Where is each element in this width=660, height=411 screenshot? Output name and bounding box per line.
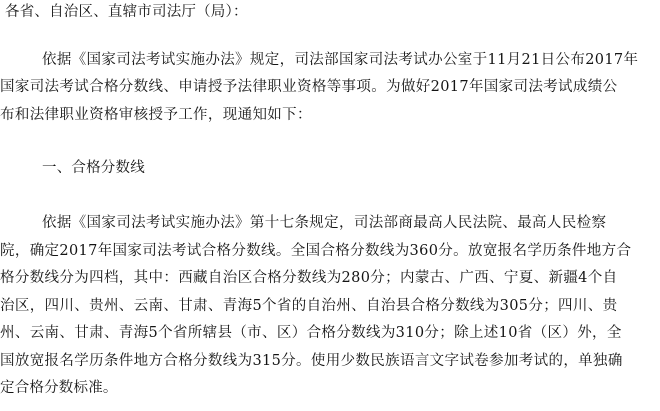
intro-line-2: 国家司法考试合格分数线、申请授予法律职业资格等事项。为做好2017年国家司法考试成绩公 xyxy=(0,79,618,95)
section-line-4: 治区，四川、贵州、云南、甘肃、青海5个省的自治州、自治县合格分数线为305分；四川、贵 xyxy=(0,298,618,314)
section-line-3: 格分数线分为四档，其中：西藏自治区合格分数线为280分；内蒙古、广西、宁夏、新疆4个自 xyxy=(0,270,618,286)
intro-line-3: 布和法律职业资格审核授予工作，现通知如下： xyxy=(0,107,312,123)
section-line-7: 定合格分数标准。 xyxy=(0,380,118,396)
section-line-2: 院，确定2017年国家司法考试合格分数线。全国合格分数线为360分。放宽报名学历条件地方合 xyxy=(0,243,632,259)
section-line-1: 依据《国家司法考试实施办法》第十七条规定，司法部商最高人民法院、最高人民检察 xyxy=(42,215,607,231)
intro-line-1: 依据《国家司法考试实施办法》规定，司法部国家司法考试办公室于11月21日公布2017年 xyxy=(42,52,639,68)
section-heading: 一、合格分数线 xyxy=(42,160,145,176)
address-line: 各省、自治区、直辖市司法厅（局）： xyxy=(5,4,248,20)
section-line-6: 国放宽报名学历条件地方合格分数线为315分。使用少数民族语言文字试卷参加考试的，单独确 xyxy=(0,353,623,369)
section-line-5: 州、云南、甘肃、青海5个省所辖县（市、区）合格分数线为310分；除上述10省（区）外，全 xyxy=(0,325,622,341)
